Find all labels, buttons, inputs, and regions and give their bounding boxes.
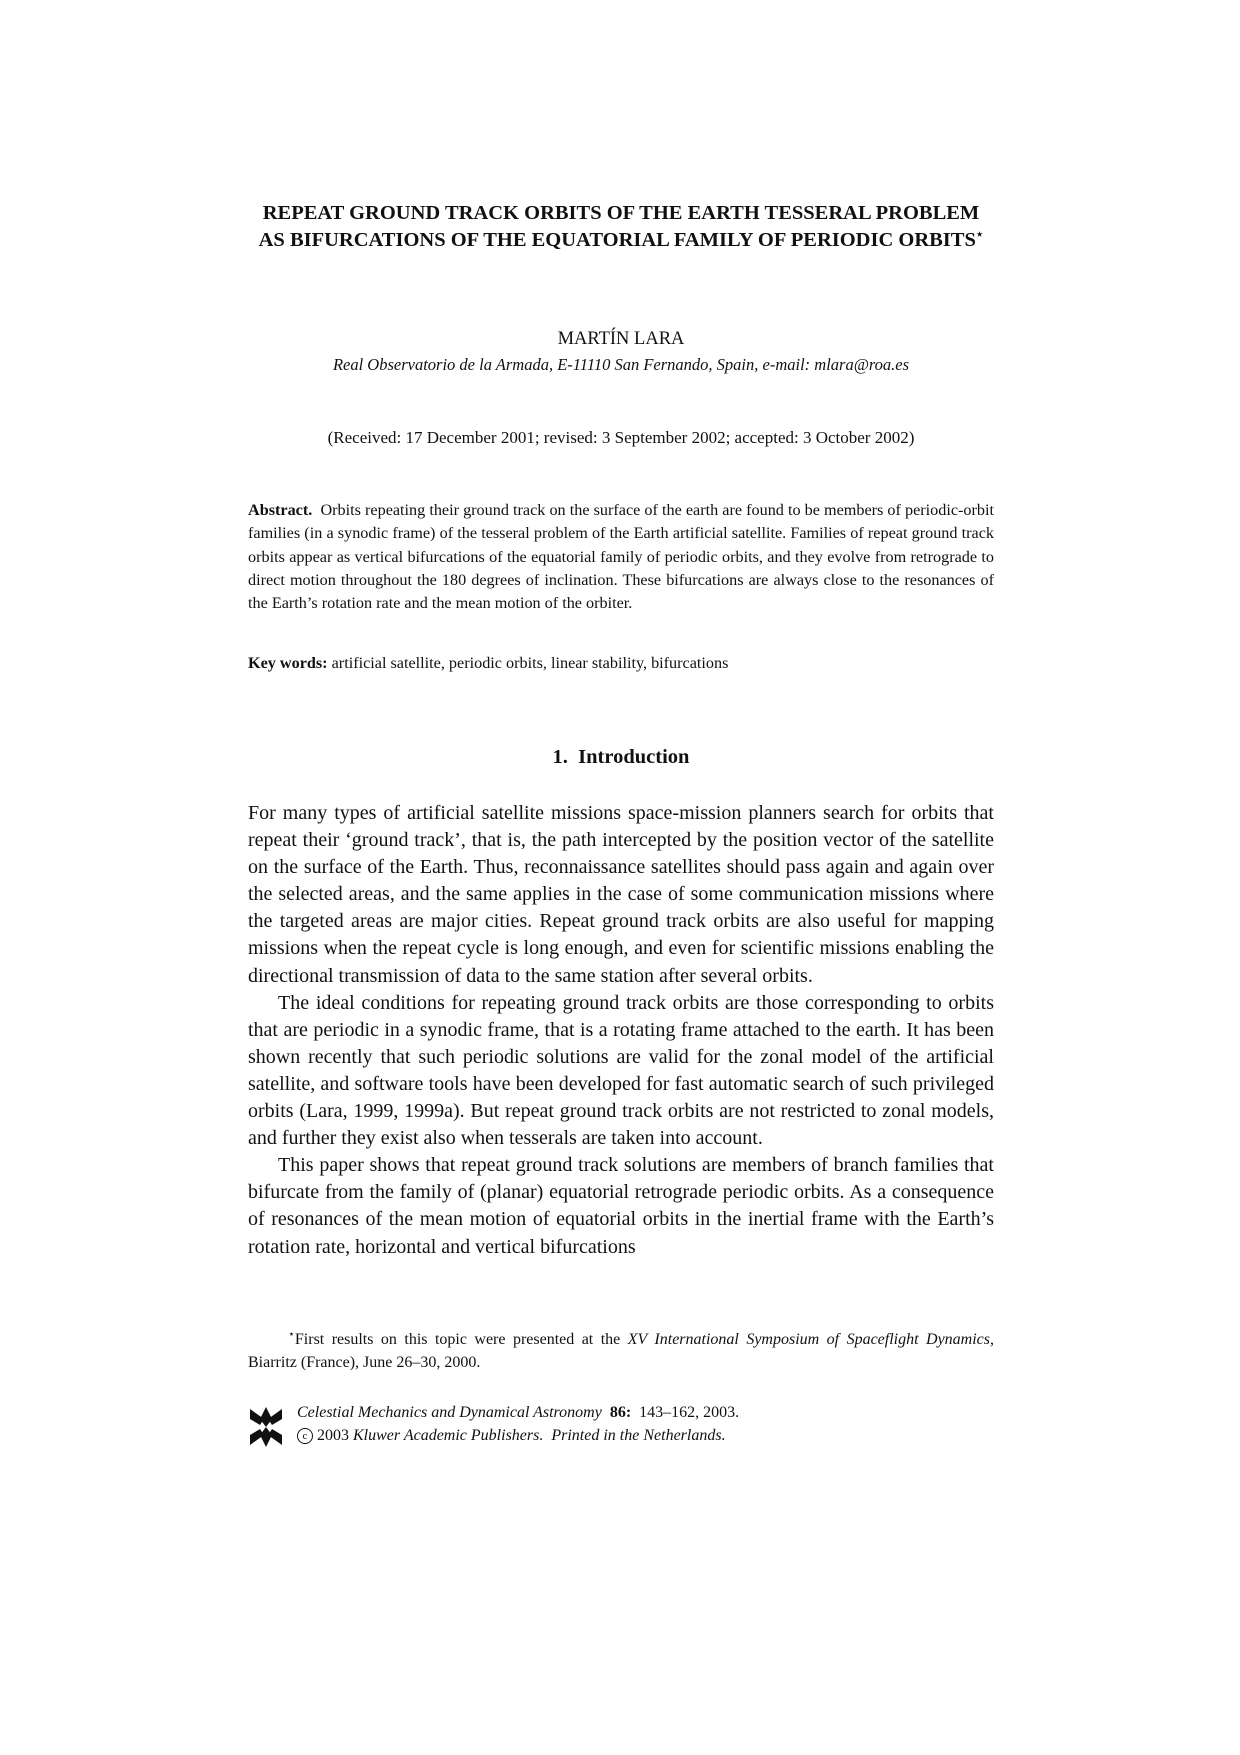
journal-name: Celestial Mechanics and Dynamical Astronomy xyxy=(297,1404,602,1421)
abstract-label: Abstract. xyxy=(248,501,313,519)
title-footnote-marker: ⋆ xyxy=(975,227,984,242)
journal-volume: 86: xyxy=(609,1404,632,1421)
copyright-year: 2003 xyxy=(317,1427,349,1444)
copyright-symbol: c xyxy=(297,1428,313,1444)
received-dates: (Received: 17 December 2001; revised: 3 September 2002; accepted: 3 October 2002) xyxy=(327,428,915,447)
printed-in: Printed in the Netherlands. xyxy=(551,1427,726,1444)
footnote-marker: ⋆ xyxy=(288,1328,295,1341)
abstract xyxy=(248,499,994,615)
section-number: 1. xyxy=(552,746,568,768)
section-title: Introduction xyxy=(578,746,690,768)
publisher: Kluwer Academic Publishers. xyxy=(353,1427,544,1444)
body-text xyxy=(248,800,994,1261)
journal-pages: 143–162, 2003. xyxy=(639,1404,740,1421)
paper-title xyxy=(248,200,994,254)
section-heading xyxy=(248,746,994,769)
kluwer-logo-icon xyxy=(248,1405,284,1449)
keywords-label: Key words: xyxy=(248,654,328,672)
footnote-text-after: , Biarritz (France), June 26–30, 2000. xyxy=(248,1331,994,1371)
footnote-text-before: First results on this topic were presented at the xyxy=(294,1331,628,1348)
abstract-text: Orbits repeating their ground track on the surface of the earth are found to be members of periodic-orbit families (in a synodic frame) of the tesseral problem of the Earth artificial satellite. Families of repeat ground track orbits appear as vertical bifurcations of the equatorial family of periodic orbits, and they evolve from retrograde to direct motion throughout the 180 degrees of inclination. These bifurcations are always close to the resonances of the Earth’s rotation rate and the mean motion of the orbiter. xyxy=(248,501,994,613)
author-affiliation: Real Observatorio de la Armada, E-11110 San Fernando, Spain, e-mail: mlara@roa.es xyxy=(332,355,910,374)
paragraph-3: This paper shows that repeat ground track solutions are members of branch families that bifurcate from the family of (planar) equatorial retrograde periodic orbits. As a consequence of resonances of the mean motion of equatorial orbits in the inertial frame with the Earth’s rotation rate, horizontal and vertical bifurcations xyxy=(248,1154,994,1258)
footnote xyxy=(248,1328,994,1374)
paragraph-2: The ideal conditions for repeating ground track orbits are those corresponding to orbits that are periodic in a synodic frame, that is a rotating frame attached to the earth. It has been shown recently that such periodic solutions are valid for the zonal model of the artificial satellite, and software tools have been developed for fast automatic search of such privileged orbits (Lara, 1999, 1999a). But repeat ground track orbits are not restricted to zonal models, and further they exist also when tesserals are taken into account. xyxy=(248,991,994,1150)
footnote-symposium: XV International Symposium of Spaceflight Dynamics xyxy=(627,1331,990,1348)
journal-info xyxy=(297,1401,739,1447)
author-name: MARTÍN LARA xyxy=(557,329,685,349)
journal-line-1 xyxy=(297,1401,739,1424)
keywords xyxy=(248,652,994,675)
keywords-text: artificial satellite, periodic orbits, linear stability, bifurcations xyxy=(331,654,729,672)
journal-line-2 xyxy=(297,1424,739,1447)
paper-title-text: REPEAT GROUND TRACK ORBITS OF THE EARTH TESSERAL PROBLEM AS BIFURCATIONS OF THE EQUATORIAL FAMILY OF PERIODIC ORBITS xyxy=(258,202,980,251)
paragraph-1: For many types of artificial satellite missions space-mission planners search for orbits that repeat their ‘ground track’, that is, the path intercepted by the position vector of the satellite on the surface of the Earth. Thus, reconnaissance satellites should pass again and again over the selected areas, and the same applies in the case of some communication missions where the targeted areas are major cities. Repeat ground track orbits are also useful for mapping missions when the repeat cycle is long enough, and even for scientific missions enabling the directional transmission of data to the same station after several orbits. xyxy=(248,802,994,987)
